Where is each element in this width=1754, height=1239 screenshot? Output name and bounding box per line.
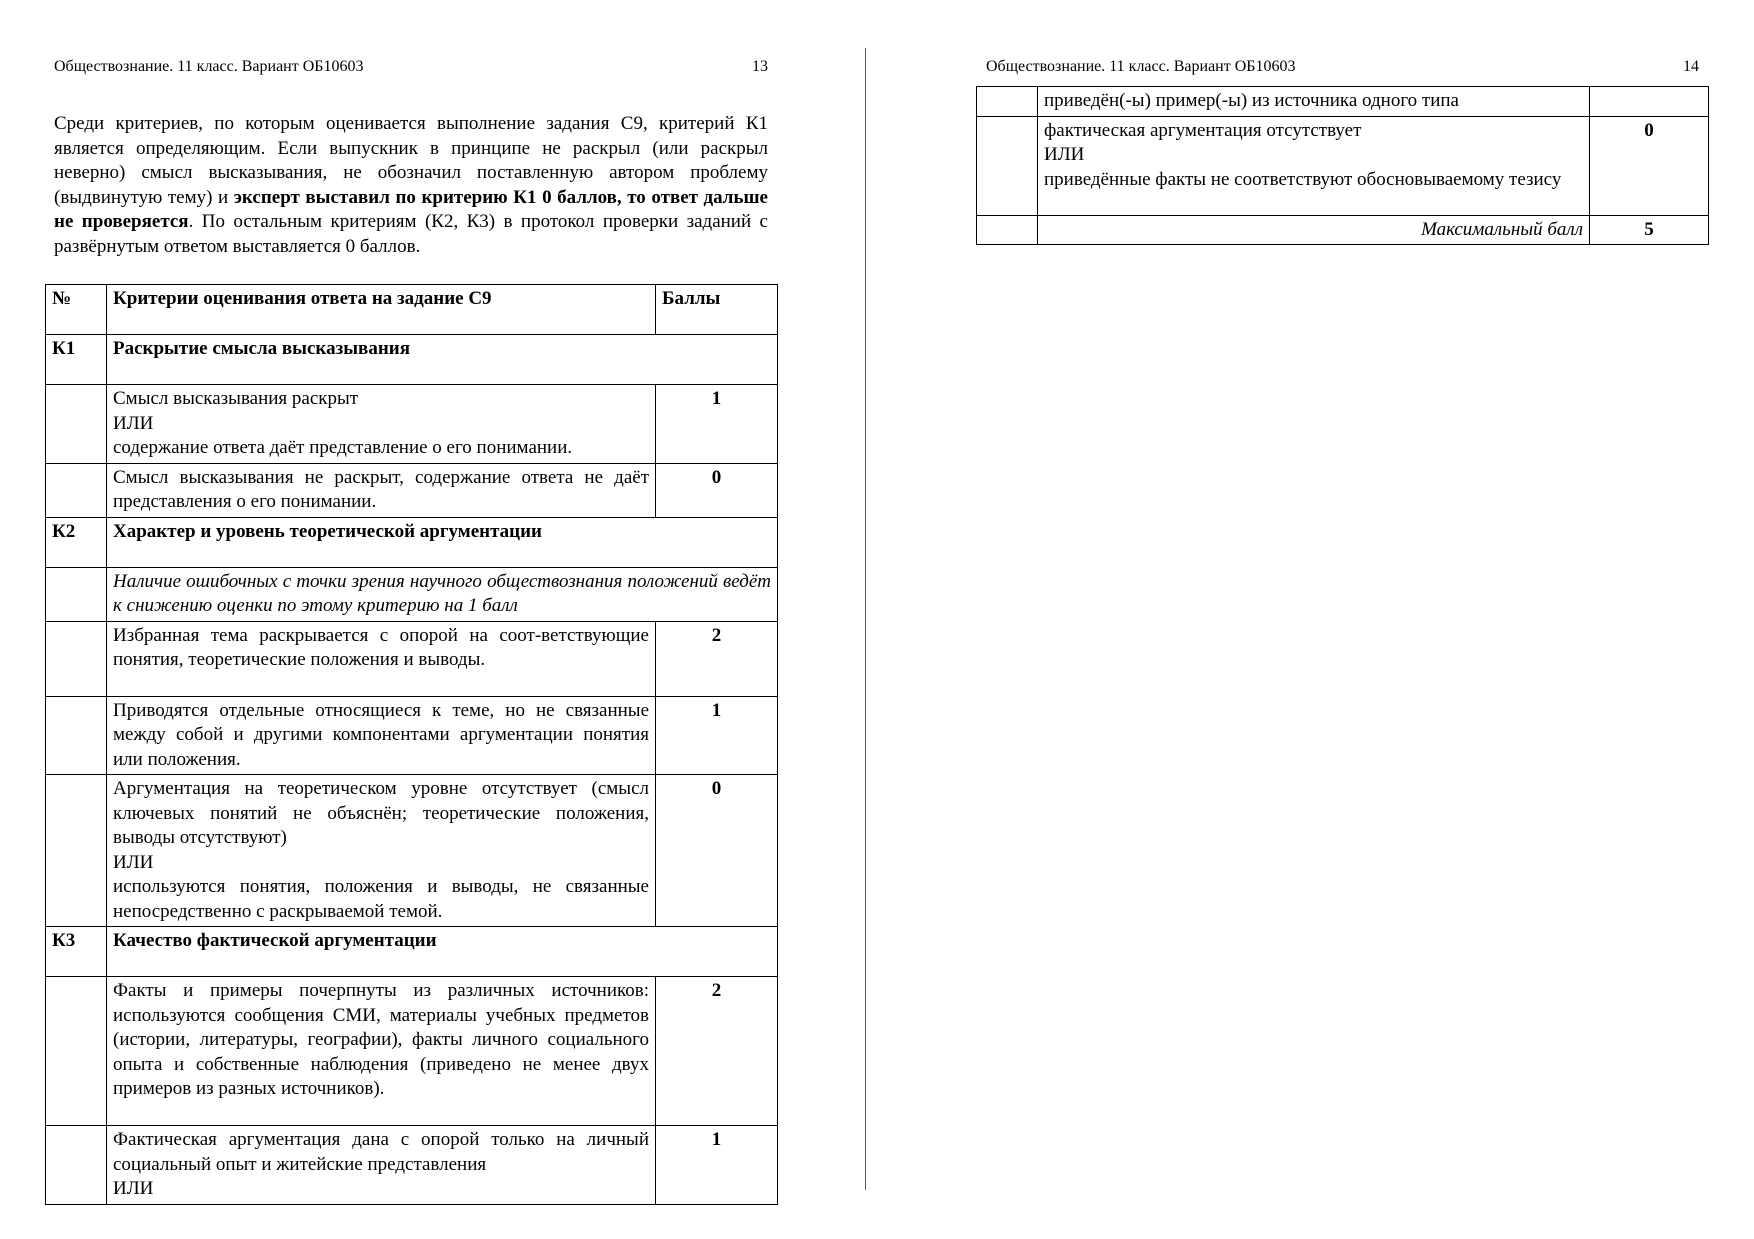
criterion-description: Избранная тема раскрывается с опорой на соот-ветствующие понятия, теоретические положения и выводы. bbox=[107, 621, 656, 696]
page-number: 13 bbox=[752, 58, 768, 75]
header-num: № bbox=[46, 285, 107, 335]
table-row bbox=[46, 1126, 778, 1205]
empty-cell bbox=[46, 775, 107, 927]
criterion-description: Факты и примеры почерпнуты из различных источников: используются сообщения СМИ, материалы учебных предметов (истории, литературы, географии), факты личного социального опыта и собственные наблюдения (приведено не менее двух примеров из разных источников). bbox=[107, 977, 656, 1126]
intro-text-end: . По остальным критериям (К2, К3) в протокол проверки заданий с развёрнутым ответом выставляется 0 баллов. bbox=[54, 211, 768, 257]
criterion-description: Смысл высказывания не раскрыт, содержание ответа не даёт представления о его понимании. bbox=[107, 463, 656, 517]
criterion-title: Раскрытие смысла высказывания bbox=[107, 335, 778, 385]
header-points: Баллы bbox=[656, 285, 778, 335]
table-row bbox=[46, 385, 778, 464]
points-value: 0 bbox=[1590, 116, 1709, 215]
empty-cell bbox=[46, 1126, 107, 1205]
empty-cell bbox=[977, 87, 1038, 117]
points-value: 2 bbox=[656, 977, 778, 1126]
intro-paragraph bbox=[54, 112, 768, 259]
empty-cell bbox=[1590, 87, 1709, 117]
points-value: 1 bbox=[656, 696, 778, 775]
points-value: 0 bbox=[656, 463, 778, 517]
table-row bbox=[46, 696, 778, 775]
empty-cell bbox=[46, 567, 107, 621]
page-header: Обществознание. 11 класс. Вариант ОБ10603 bbox=[986, 58, 1296, 75]
criterion-description: Аргументация на теоретическом уровне отсутствует (смысл ключевых понятий не объяснён; теоретические положения, выводы отсутствуют) ИЛИ используются понятия, положения и выводы, не связанные непосредственно с раскрываемой темой. bbox=[107, 775, 656, 927]
criterion-title: Качество фактической аргументации bbox=[107, 927, 778, 977]
page-number: 14 bbox=[1683, 58, 1699, 75]
max-score-label: Максимальный балл bbox=[1038, 215, 1590, 245]
empty-cell bbox=[46, 621, 107, 696]
max-score-row bbox=[977, 215, 1709, 245]
criterion-note: Наличие ошибочных с точки зрения научного обществознания положений ведёт к снижению оценки по этому критерию на 1 балл bbox=[107, 567, 778, 621]
empty-cell bbox=[977, 116, 1038, 215]
empty-cell bbox=[46, 696, 107, 775]
points-value: 0 bbox=[656, 775, 778, 927]
points-value: 1 bbox=[656, 1126, 778, 1205]
criterion-number: К3 bbox=[46, 927, 107, 977]
table-row bbox=[977, 116, 1709, 215]
intro-bold-text: эксперт выставил по критерию К1 0 баллов, то ответ дальше не проверяется bbox=[54, 186, 768, 232]
criterion-number: К2 bbox=[46, 517, 107, 567]
criterion-description: Смысл высказывания раскрыт ИЛИ содержание ответа даёт представление о его понимании. bbox=[107, 385, 656, 464]
table-row bbox=[977, 87, 1709, 117]
table-row bbox=[46, 463, 778, 517]
table-row bbox=[46, 775, 778, 927]
criterion-title: Характер и уровень теоретической аргументации bbox=[107, 517, 778, 567]
criterion-k3-row bbox=[46, 927, 778, 977]
empty-cell bbox=[977, 215, 1038, 245]
empty-cell bbox=[46, 385, 107, 464]
table-header-row bbox=[46, 285, 778, 335]
criterion-description: Фактическая аргументация дана с опорой только на личный социальный опыт и житейские представления ИЛИ bbox=[107, 1126, 656, 1205]
table-row bbox=[46, 567, 778, 621]
points-value: 1 bbox=[656, 385, 778, 464]
criterion-description: Приводятся отдельные относящиеся к теме, но не связанные между собой и другими компонентами аргументации понятия или положения. bbox=[107, 696, 656, 775]
criterion-k1-row bbox=[46, 335, 778, 385]
table-row bbox=[46, 621, 778, 696]
criterion-description: фактическая аргументация отсутствует ИЛИ приведённые факты не соответствуют обосновываемому тезису bbox=[1038, 116, 1590, 215]
criteria-table-continued bbox=[976, 86, 1709, 245]
criteria-table bbox=[45, 284, 778, 1205]
intro-text: Среди критериев, по которым оценивается выполнение задания С9, критерий К1 является определяющим. Если выпускник в принципе не раскрыл (или раскрыл неверно) смысл высказывания, не обозначил поставленную автором проблему (выдвинутую тему) и bbox=[54, 113, 768, 208]
empty-cell bbox=[46, 463, 107, 517]
table-row bbox=[46, 977, 778, 1126]
left-page bbox=[0, 0, 870, 1239]
header-criteria: Критерии оценивания ответа на задание С9 bbox=[107, 285, 656, 335]
criterion-k2-row bbox=[46, 517, 778, 567]
page-header: Обществознание. 11 класс. Вариант ОБ10603 bbox=[54, 58, 364, 75]
criterion-number: К1 bbox=[46, 335, 107, 385]
empty-cell bbox=[46, 977, 107, 1126]
max-score-value: 5 bbox=[1590, 215, 1709, 245]
points-value: 2 bbox=[656, 621, 778, 696]
criterion-description: приведён(-ы) пример(-ы) из источника одного типа bbox=[1038, 87, 1590, 117]
